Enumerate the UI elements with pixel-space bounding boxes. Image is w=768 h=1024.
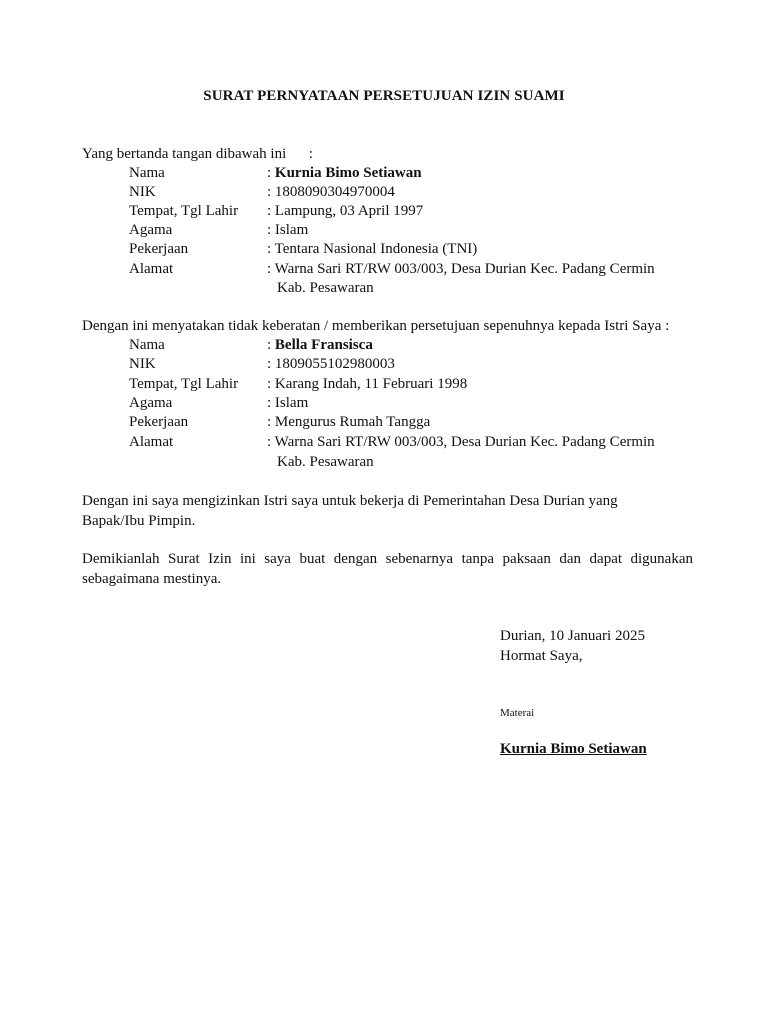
wife-nik-value: : 1809055102980003 bbox=[267, 356, 395, 372]
letter-title: SURAT PERNYATAAN PERSETUJUAN IZIN SUAMI bbox=[203, 88, 565, 104]
husband-pekerjaan-row bbox=[0, 240, 768, 260]
closing-paragraph: Demikianlah Surat Izin ini saya buat dengan sebenarnya tanpa paksaan dan dapat digunakan sebagaimana mestinya. bbox=[82, 551, 693, 587]
husband-name-row bbox=[0, 164, 768, 184]
signature-name: Kurnia Bimo Setiawan bbox=[500, 741, 647, 757]
husband-alamat-cont: Kab. Pesawaran bbox=[277, 280, 374, 296]
husband-name-label: Nama bbox=[129, 165, 165, 181]
husband-nik-label: NIK bbox=[129, 184, 156, 200]
wife-pekerjaan-row bbox=[0, 413, 768, 433]
wife-nik-row bbox=[0, 355, 768, 375]
intro-line: Yang bertanda tangan dibawah ini : bbox=[82, 146, 313, 162]
wife-nik-label: NIK bbox=[129, 356, 156, 372]
husband-agama-label: Agama bbox=[129, 222, 173, 238]
wife-agama-row bbox=[0, 394, 768, 414]
signature-regards: Hormat Saya, bbox=[500, 648, 583, 664]
husband-pekerjaan-value: : Tentara Nasional Indonesia (TNI) bbox=[267, 241, 478, 257]
wife-alamat-cont: Kab. Pesawaran bbox=[277, 454, 374, 470]
materai-label: Materai bbox=[500, 707, 535, 719]
wife-pekerjaan-value: : Mengurus Rumah Tangga bbox=[267, 414, 431, 430]
wife-ttl-value: : Karang Indah, 11 Februari 1998 bbox=[267, 376, 468, 392]
wife-pekerjaan-label: Pekerjaan bbox=[129, 414, 189, 430]
wife-name-row bbox=[0, 336, 768, 356]
husband-agama-row bbox=[0, 221, 768, 241]
husband-alamat-label: Alamat bbox=[129, 261, 174, 277]
wife-name-value-wrap: : Bella Fransisca bbox=[267, 337, 373, 353]
wife-agama-label: Agama bbox=[129, 395, 173, 411]
husband-alamat-row bbox=[0, 260, 768, 280]
wife-agama-value: : Islam bbox=[267, 395, 309, 411]
husband-name-value: Kurnia Bimo Setiawan bbox=[274, 165, 422, 181]
signature-place-date: Durian, 10 Januari 2025 bbox=[500, 628, 645, 644]
permission-paragraph: Dengan ini saya mengizinkan Istri saya untuk bekerja di Pemerintahan Desa Durian yang Bapak/Ibu Pimpin. bbox=[82, 493, 618, 529]
wife-alamat-value: : Warna Sari RT/RW 003/003, Desa Durian Kec. Padang Cermin bbox=[267, 434, 655, 450]
husband-ttl-row bbox=[0, 202, 768, 222]
husband-nik-value: : 1808090304970004 bbox=[267, 184, 395, 200]
wife-name-label: Nama bbox=[129, 337, 165, 353]
husband-alamat-value: : Warna Sari RT/RW 003/003, Desa Durian Kec. Padang Cermin bbox=[267, 261, 655, 277]
wife-alamat-row bbox=[0, 433, 768, 453]
wife-ttl-row bbox=[0, 375, 768, 395]
husband-nik-row bbox=[0, 183, 768, 203]
wife-name-value: Bella Fransisca bbox=[274, 337, 373, 353]
statement-line: Dengan ini menyatakan tidak keberatan / memberikan persetujuan sepenuhnya kepada Istri Saya : bbox=[82, 318, 670, 334]
husband-agama-value: : Islam bbox=[267, 222, 309, 238]
wife-ttl-label: Tempat, Tgl Lahir bbox=[129, 376, 239, 392]
husband-ttl-value: : Lampung, 03 April 1997 bbox=[267, 203, 424, 219]
wife-alamat-label: Alamat bbox=[129, 434, 174, 450]
husband-name-value-wrap: : Kurnia Bimo Setiawan bbox=[267, 165, 422, 181]
husband-pekerjaan-label: Pekerjaan bbox=[129, 241, 189, 257]
husband-ttl-label: Tempat, Tgl Lahir bbox=[129, 203, 239, 219]
